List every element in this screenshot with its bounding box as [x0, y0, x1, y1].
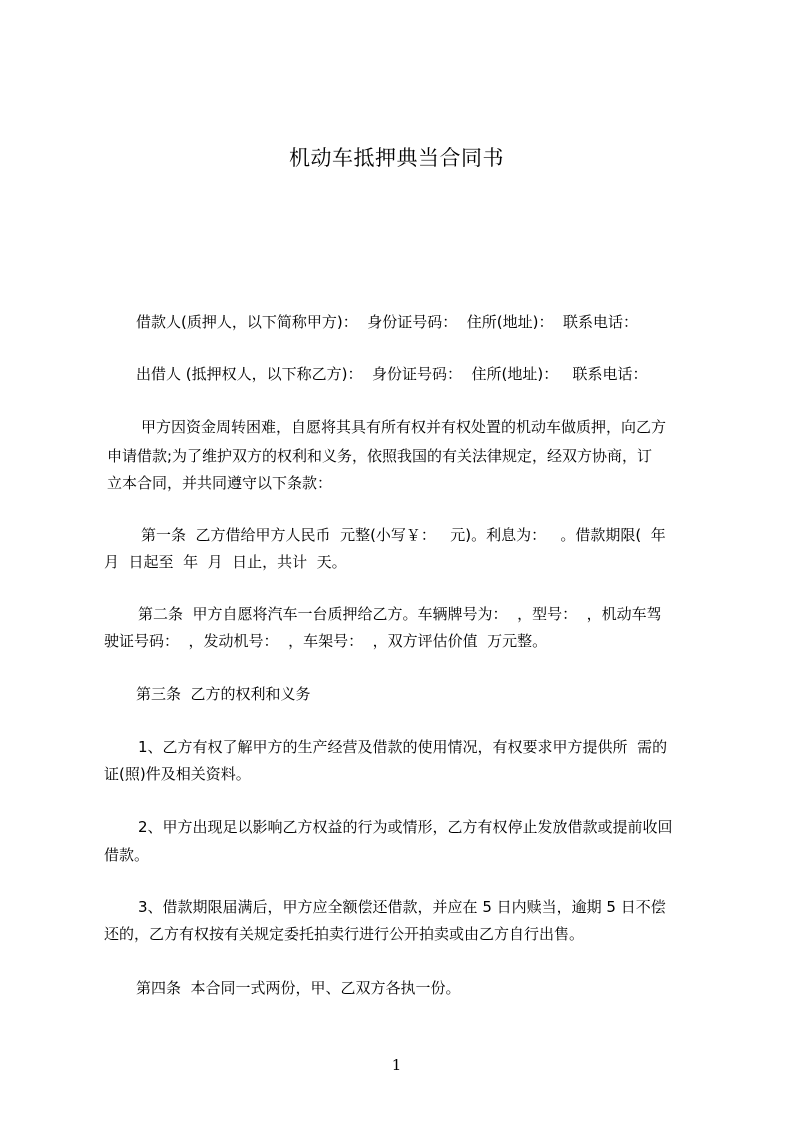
- article-3-item-2-line-2: [0, 825, 793, 885]
- article-3-heading-line: [0, 664, 793, 724]
- article-1-text-2: 月 日起至 年 月 日止，共计 天。: [104, 553, 347, 571]
- article-2-line-2: [0, 611, 793, 671]
- document-title: 机动车抵押典当合同书: [289, 146, 504, 170]
- article-3-item-1-text-1: 1、乙方有权了解甲方的生产经营及借款的使用情况，有权要求甲方提供所 需的: [138, 738, 668, 756]
- lender-info-text: 出借人 (抵押权人，以下称乙方)： 身份证号码： 住所(地址)： 联系电话：: [136, 365, 648, 383]
- page-number: 1: [391, 1056, 402, 1074]
- borrower-info-text: 借款人(质押人，以下简称甲方)： 身份证号码： 住所(地址)： 联系电话：: [136, 313, 639, 331]
- article-2-text-1: 第二条 甲方自愿将汽车一台质押给乙方。车辆牌号为： ，型号： ，机动车驾: [138, 605, 662, 623]
- preamble-line-3: [0, 453, 793, 513]
- article-3-item-2-text-1: 2、甲方出现足以影响乙方权益的行为或情形，乙方有权停止发放借款或提前收回: [138, 818, 673, 836]
- article-3-item-1-text-2: 证(照)件及相关资料。: [104, 765, 251, 783]
- article-3-item-2-text-2: 借款。: [104, 846, 150, 864]
- article-1-text-1: 第一条 乙方借给甲方人民币 元整(小写￥： 元)。利息为： 。借款期限( 年: [141, 526, 666, 544]
- preamble-text-1: 甲方因资金周转困难，自愿将其具有所有权并有权处置的机动车做质押，向乙方: [141, 418, 667, 436]
- lender-info-line: [0, 344, 793, 404]
- article-3-item-3-text-1: 3、借款期限届满后，甲方应全额偿还借款，并应在 5 日内赎当，逾期 5 日不偿: [138, 898, 666, 916]
- article-4-line: [0, 958, 793, 1018]
- article-1-line-2: [0, 532, 793, 592]
- article-3-item-1-line-2: [0, 744, 793, 804]
- article-3-item-3-line-2: [0, 904, 793, 964]
- article-3-heading: 第三条 乙方的权利和义务: [136, 685, 311, 703]
- article-3-item-3-text-2: 还的，乙方有权按有关规定委托拍卖行进行公开拍卖或由乙方自行出售。: [104, 925, 585, 943]
- preamble-text-2: 申请借款;为了维护双方的权利和义务，依照我国的有关法律规定，经双方协商，订: [107, 447, 653, 465]
- article-2-text-2: 驶证号码： ，发动机号： ，车架号： ，双方评估价值 万元整。: [104, 632, 548, 650]
- article-4-text: 第四条 本合同一式两份，甲、乙双方各执一份。: [136, 979, 461, 997]
- borrower-info-line: [0, 292, 793, 352]
- preamble-text-3: 立本合同，并共同遵守以下条款：: [107, 474, 333, 492]
